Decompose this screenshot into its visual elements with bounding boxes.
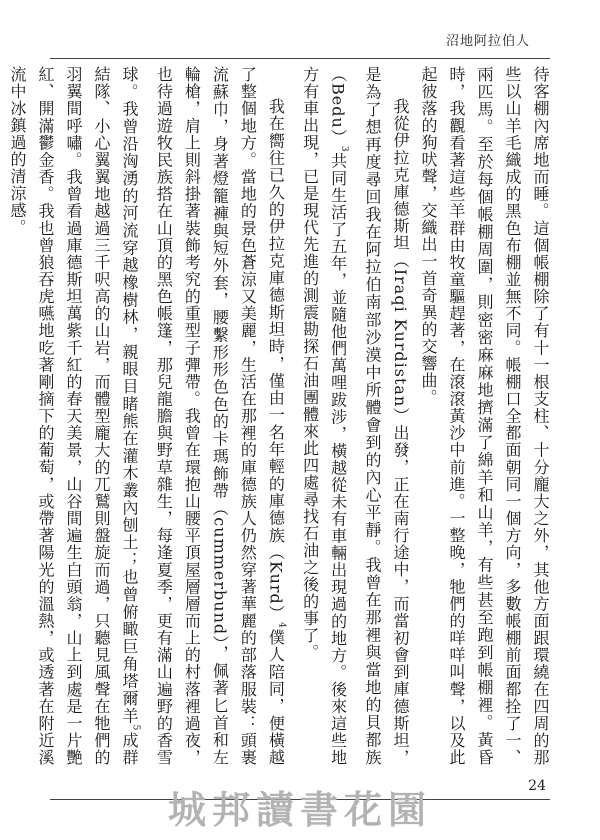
- running-header-title: 沼地阿拉伯人: [445, 34, 530, 49]
- paragraph-2: [296, 66, 414, 766]
- watermark-text: 城邦讀書花園: [167, 788, 432, 832]
- header-rule: [50, 58, 550, 59]
- paragraph-3-text: 我在嚮往已久的伊拉克庫德斯坦時，僅由一名年輕的庫德族（Kurd）: [266, 98, 286, 623]
- footnote-ref-4[interactable]: 4: [276, 622, 287, 629]
- paragraph-3b-text: 僕人陪同，便橫越了整個地方。當地的景色蒼涼又美麗，生活在那裡的庫德族人仍然穿著華麗的部落服裝：頭裹流蘇巾，身著燈籠褲與短外套，腰繫形形色色的卡瑪飾帶（cummerbund），佩著匕首和左輪槍，肩上則斜掛著裝飾考究的重型子彈帶。我曾在環抱山腰平頂屋層層而上的村落裡過夜，也待過遊牧民族搭在山頂的黑色帳篷，那兒龍膽與野草雜生，每逢夏季，更有滿山遍野的香雪球。我曾沿洶湧的河流穿越橡樹林，親眼目睹熊在灌木叢內刨土；也曾俯瞰巨角塔爾羊: [120, 66, 286, 767]
- page-number: 24: [528, 778, 546, 794]
- paragraph-1: [414, 66, 554, 766]
- paragraph-2-text: 我從伊拉克庫德斯坦（Iraqi Kurdistan）出發，正在南行途中，而當初會到庫德斯坦，是為了想再度尋回我在阿拉伯南部沙漠中所體會到的內心平靜。我曾在那裡與當地的貝都族（Bedu）: [328, 66, 410, 766]
- paragraph-2b-text: 共同生活了五年，並隨他們萬哩跋涉，橫越從未有車輛出現過的地方。後來這些地方有車出現，已是現代先進的測震勘探石油團體來此四處尋找石油之後的事了。: [300, 66, 348, 766]
- paragraph-3: [3, 66, 296, 766]
- footnote-ref-3[interactable]: 3: [339, 145, 349, 153]
- body-text: [8, 66, 554, 767]
- watermark-logo: [0, 779, 600, 834]
- footnote-ref-5[interactable]: 5: [130, 724, 141, 732]
- paragraph-3c-text: 成群結隊、小心翼翼地越過三千呎高的山岩，而體型龐大的兀鷲則盤旋而過，只聽見風聲在牠們的羽翼間呼嘯。我曾看過庫德斯坦萬紫千紅的春天美景，山谷間遍生白頭翁，山上到處是一片艷紅、開滿鬱金香。我也曾狼吞虎嚥地吃著剛摘下的葡萄，或帶著陽光的溫熱，或透著在附近溪流中冰鎮過的清涼感。: [8, 66, 140, 767]
- paragraph-1-text: 待客棚內席地而睡。這個帳棚除了有十一根支柱、十分龐大之外，其他方面跟環繞在四周的那些以山羊毛織成的黑色布棚並無不同。帳棚口全都面朝同一個方向，多數帳棚前面都拴了一、兩匹馬。至於每個帳棚周圍，則密密麻麻地擠滿了綿羊和山羊，有些甚至跑到帳棚裡。黃昏時，我觀看著這些羊群由牧童驅趕著，在滾滾黃沙中前進。一整晚，牠們的咩咩叫聲，以及此起彼落的狗吠聲，交織出一首奇異的交響曲。: [419, 66, 550, 766]
